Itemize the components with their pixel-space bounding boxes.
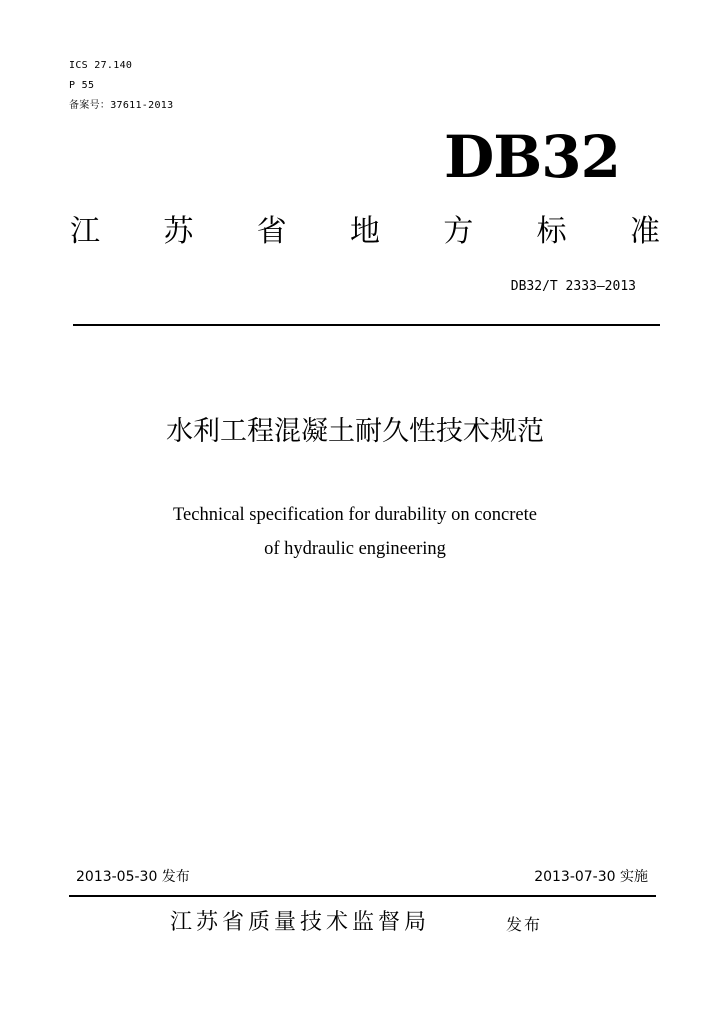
issued-label: 发布 <box>506 915 543 934</box>
issue-date: 2013-05-30 发布 <box>76 869 190 885</box>
header-meta <box>69 56 173 116</box>
issuing-authority: 江苏省质量技术监督局 <box>170 910 431 935</box>
standard-type-char: 江 <box>70 214 100 249</box>
standard-number: DB32/T 2333—2013 <box>510 279 636 294</box>
ics-code: ICS 27.140 <box>69 60 133 71</box>
db32-logo: DB32 <box>443 123 620 191</box>
title-english-line2: of hydraulic engineering <box>264 539 446 559</box>
title-english-line1: Technical specification for durability on concrete <box>173 505 537 525</box>
record-number: 备案号：37611-2013 <box>69 100 174 111</box>
title-english <box>0 498 710 566</box>
bottom-divider <box>69 895 656 897</box>
implementation-date: 2013-07-30 实施 <box>534 869 648 885</box>
standard-type-heading <box>70 212 660 252</box>
standard-type-char: 地 <box>349 214 380 249</box>
top-divider <box>73 324 660 326</box>
standard-type-char: 标 <box>536 214 567 249</box>
standard-type-char: 省 <box>256 214 287 249</box>
standard-type-char: 方 <box>443 214 474 249</box>
standard-type-char: 苏 <box>163 214 194 249</box>
title-chinese: 水利工程混凝土耐久性技术规范 <box>166 416 544 447</box>
standard-type-char: 准 <box>629 214 660 249</box>
classification-code: P 55 <box>69 80 95 91</box>
